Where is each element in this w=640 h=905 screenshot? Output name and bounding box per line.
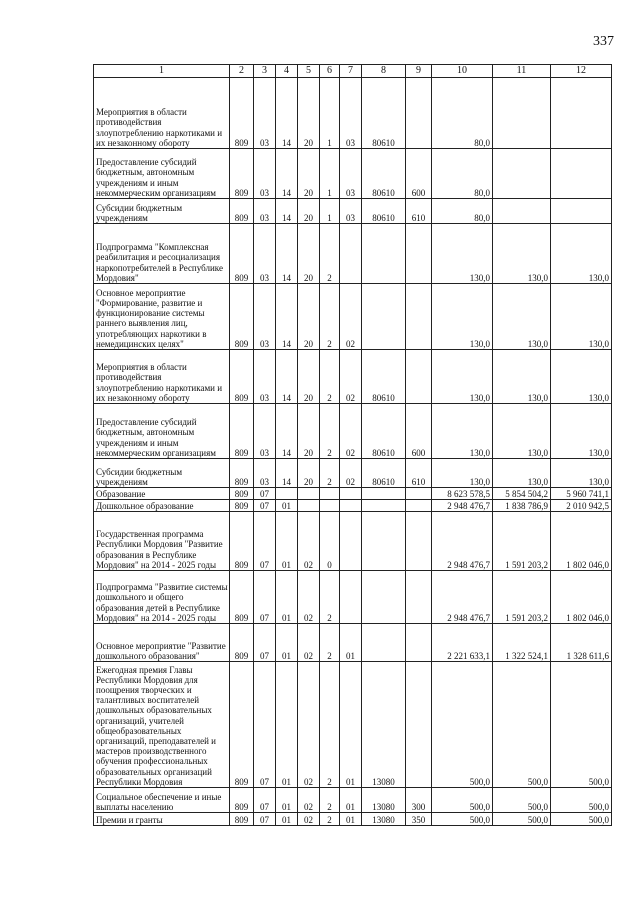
code-cell: 03 bbox=[254, 459, 276, 488]
amount-cell: 1 322 524,1 bbox=[493, 624, 551, 662]
code-cell bbox=[406, 488, 432, 500]
code-cell: 809 bbox=[230, 224, 254, 284]
code-cell bbox=[362, 571, 406, 624]
amount-cell: 1 591 203,2 bbox=[493, 512, 551, 571]
code-cell: 809 bbox=[230, 459, 254, 488]
code-cell: 2 bbox=[320, 404, 340, 459]
code-cell: 03 bbox=[254, 404, 276, 459]
code-cell: 07 bbox=[254, 571, 276, 624]
code-cell: 07 bbox=[254, 624, 276, 662]
code-cell bbox=[340, 500, 362, 512]
amount-cell: 2 221 633,1 bbox=[432, 624, 493, 662]
amount-cell bbox=[493, 149, 551, 199]
code-cell: 809 bbox=[230, 571, 254, 624]
row-name: Предоставление субсидий бюджетным, автономным учреждениям и иным некоммерческим организациям bbox=[94, 149, 230, 199]
code-cell: 2 bbox=[320, 788, 340, 813]
code-cell: 2 bbox=[320, 284, 340, 350]
amount-cell: 130,0 bbox=[432, 224, 493, 284]
table-row bbox=[94, 224, 612, 284]
code-cell: 03 bbox=[340, 199, 362, 224]
code-cell: 02 bbox=[340, 284, 362, 350]
amount-cell: 130,0 bbox=[493, 350, 551, 404]
code-cell: 01 bbox=[340, 788, 362, 813]
amount-cell: 1 802 046,0 bbox=[551, 512, 612, 571]
code-cell: 20 bbox=[298, 149, 320, 199]
code-cell: 02 bbox=[298, 571, 320, 624]
code-cell: 01 bbox=[276, 662, 298, 788]
code-cell bbox=[406, 350, 432, 404]
code-cell: 809 bbox=[230, 404, 254, 459]
code-cell bbox=[362, 284, 406, 350]
code-cell bbox=[298, 500, 320, 512]
code-cell: 01 bbox=[276, 788, 298, 813]
table-row bbox=[94, 459, 612, 488]
amount-cell: 500,0 bbox=[432, 662, 493, 788]
amount-cell: 1 591 203,2 bbox=[493, 571, 551, 624]
column-header-2: 2 bbox=[230, 65, 254, 78]
code-cell: 2 bbox=[320, 459, 340, 488]
amount-cell: 130,0 bbox=[432, 404, 493, 459]
code-cell: 03 bbox=[340, 78, 362, 149]
amount-cell: 2 948 476,7 bbox=[432, 571, 493, 624]
code-cell: 2 bbox=[320, 224, 340, 284]
code-cell: 809 bbox=[230, 149, 254, 199]
row-name: Субсидии бюджетным учреждениям bbox=[94, 199, 230, 224]
row-name: Подпрограмма "Развитие системы дошкольного и общего образования детей в Республике Мордовия" на 2014 - 2025 годы bbox=[94, 571, 230, 624]
amount-cell: 5 960 741,1 bbox=[551, 488, 612, 500]
code-cell: 14 bbox=[276, 350, 298, 404]
code-cell: 20 bbox=[298, 224, 320, 284]
row-name: Основное мероприятие "Формирование, развитие и функционирование системы раннего выявления лиц, употребляющих наркотики в немедицинских целях" bbox=[94, 284, 230, 350]
amount-cell: 1 838 786,9 bbox=[493, 500, 551, 512]
amount-cell: 5 854 504,2 bbox=[493, 488, 551, 500]
table-row bbox=[94, 788, 612, 813]
code-cell: 610 bbox=[406, 199, 432, 224]
code-cell: 350 bbox=[406, 813, 432, 826]
code-cell: 80610 bbox=[362, 350, 406, 404]
column-header-11: 11 bbox=[493, 65, 551, 78]
code-cell: 13080 bbox=[362, 788, 406, 813]
amount-cell: 80,0 bbox=[432, 199, 493, 224]
code-cell: 02 bbox=[340, 404, 362, 459]
amount-cell: 130,0 bbox=[493, 284, 551, 350]
code-cell: 07 bbox=[254, 813, 276, 826]
code-cell: 01 bbox=[276, 624, 298, 662]
code-cell bbox=[340, 571, 362, 624]
amount-cell: 80,0 bbox=[432, 149, 493, 199]
amount-cell: 1 802 046,0 bbox=[551, 571, 612, 624]
code-cell bbox=[362, 224, 406, 284]
code-cell: 14 bbox=[276, 284, 298, 350]
column-header-6: 6 bbox=[320, 65, 340, 78]
amount-cell bbox=[551, 199, 612, 224]
code-cell: 809 bbox=[230, 78, 254, 149]
code-cell bbox=[320, 488, 340, 500]
code-cell: 600 bbox=[406, 404, 432, 459]
row-name: Основное мероприятие "Развитие дошкольного образования" bbox=[94, 624, 230, 662]
code-cell: 02 bbox=[298, 813, 320, 826]
code-cell: 2 bbox=[320, 571, 340, 624]
page-number: 337 bbox=[593, 34, 614, 49]
code-cell: 2 bbox=[320, 350, 340, 404]
code-cell: 2 bbox=[320, 624, 340, 662]
amount-cell: 500,0 bbox=[551, 813, 612, 826]
code-cell: 01 bbox=[276, 512, 298, 571]
table-row bbox=[94, 284, 612, 350]
amount-cell: 2 010 942,5 bbox=[551, 500, 612, 512]
table-row bbox=[94, 78, 612, 149]
code-cell: 80610 bbox=[362, 199, 406, 224]
code-cell: 03 bbox=[254, 350, 276, 404]
code-cell: 809 bbox=[230, 813, 254, 826]
code-cell: 20 bbox=[298, 404, 320, 459]
budget-table bbox=[93, 64, 612, 826]
amount-cell: 2 948 476,7 bbox=[432, 512, 493, 571]
header-row bbox=[94, 65, 612, 78]
code-cell: 14 bbox=[276, 224, 298, 284]
amount-cell: 130,0 bbox=[551, 284, 612, 350]
code-cell: 610 bbox=[406, 459, 432, 488]
code-cell: 300 bbox=[406, 788, 432, 813]
code-cell bbox=[406, 662, 432, 788]
code-cell: 600 bbox=[406, 149, 432, 199]
code-cell: 809 bbox=[230, 512, 254, 571]
code-cell bbox=[362, 488, 406, 500]
code-cell: 07 bbox=[254, 488, 276, 500]
code-cell: 809 bbox=[230, 199, 254, 224]
code-cell bbox=[362, 624, 406, 662]
amount-cell: 8 623 578,5 bbox=[432, 488, 493, 500]
code-cell: 20 bbox=[298, 199, 320, 224]
code-cell: 03 bbox=[254, 199, 276, 224]
column-header-5: 5 bbox=[298, 65, 320, 78]
row-name: Образование bbox=[94, 488, 230, 500]
amount-cell: 2 948 476,7 bbox=[432, 500, 493, 512]
code-cell: 01 bbox=[276, 571, 298, 624]
column-header-1: 1 bbox=[94, 65, 230, 78]
code-cell: 02 bbox=[298, 624, 320, 662]
code-cell bbox=[340, 512, 362, 571]
code-cell: 14 bbox=[276, 459, 298, 488]
column-header-12: 12 bbox=[551, 65, 612, 78]
code-cell: 80610 bbox=[362, 404, 406, 459]
code-cell: 02 bbox=[298, 788, 320, 813]
amount-cell: 1 328 611,6 bbox=[551, 624, 612, 662]
amount-cell: 500,0 bbox=[493, 788, 551, 813]
code-cell: 80610 bbox=[362, 149, 406, 199]
code-cell: 13080 bbox=[362, 813, 406, 826]
code-cell: 07 bbox=[254, 662, 276, 788]
code-cell bbox=[362, 500, 406, 512]
code-cell: 20 bbox=[298, 350, 320, 404]
row-name: Предоставление субсидий бюджетным, автономным учреждениям и иным некоммерческим организациям bbox=[94, 404, 230, 459]
code-cell bbox=[406, 624, 432, 662]
column-header-10: 10 bbox=[432, 65, 493, 78]
code-cell: 03 bbox=[340, 149, 362, 199]
code-cell: 01 bbox=[276, 813, 298, 826]
code-cell bbox=[320, 500, 340, 512]
code-cell: 809 bbox=[230, 662, 254, 788]
table-row bbox=[94, 813, 612, 826]
code-cell: 2 bbox=[320, 813, 340, 826]
code-cell bbox=[406, 512, 432, 571]
amount-cell: 130,0 bbox=[493, 404, 551, 459]
code-cell: 1 bbox=[320, 78, 340, 149]
column-header-4: 4 bbox=[276, 65, 298, 78]
code-cell: 03 bbox=[254, 224, 276, 284]
code-cell: 809 bbox=[230, 624, 254, 662]
code-cell bbox=[276, 488, 298, 500]
amount-cell: 80,0 bbox=[432, 78, 493, 149]
amount-cell: 500,0 bbox=[551, 788, 612, 813]
row-name: Дошкольное образование bbox=[94, 500, 230, 512]
table-row bbox=[94, 488, 612, 500]
amount-cell: 500,0 bbox=[493, 662, 551, 788]
code-cell: 03 bbox=[254, 149, 276, 199]
table-row bbox=[94, 350, 612, 404]
code-cell: 01 bbox=[340, 662, 362, 788]
code-cell: 13080 bbox=[362, 662, 406, 788]
column-header-8: 8 bbox=[362, 65, 406, 78]
amount-cell: 130,0 bbox=[493, 224, 551, 284]
code-cell bbox=[406, 284, 432, 350]
code-cell: 02 bbox=[340, 350, 362, 404]
code-cell bbox=[406, 224, 432, 284]
row-name: Субсидии бюджетным учреждениям bbox=[94, 459, 230, 488]
code-cell: 14 bbox=[276, 78, 298, 149]
amount-cell bbox=[551, 149, 612, 199]
code-cell: 80610 bbox=[362, 78, 406, 149]
amount-cell: 130,0 bbox=[432, 284, 493, 350]
amount-cell: 500,0 bbox=[493, 813, 551, 826]
row-name: Мероприятия в области противодействия злоупотреблению наркотиками и их незаконному обороту bbox=[94, 350, 230, 404]
amount-cell: 500,0 bbox=[432, 813, 493, 826]
code-cell: 02 bbox=[298, 662, 320, 788]
amount-cell: 130,0 bbox=[551, 350, 612, 404]
code-cell: 07 bbox=[254, 788, 276, 813]
amount-cell: 500,0 bbox=[432, 788, 493, 813]
amount-cell: 130,0 bbox=[432, 459, 493, 488]
column-header-9: 9 bbox=[406, 65, 432, 78]
code-cell: 14 bbox=[276, 149, 298, 199]
code-cell: 02 bbox=[340, 459, 362, 488]
amount-cell bbox=[493, 199, 551, 224]
row-name: Ежегодная премия Главы Республики Мордовия для поощрения творческих и талантливых воспитателей дошкольных образовательных организаций, учителей общеобразовательных организаций, преподавателей и мастеров производственного обучения профессиональных образовательных организаций Республики Мордовия bbox=[94, 662, 230, 788]
code-cell: 2 bbox=[320, 662, 340, 788]
code-cell: 1 bbox=[320, 199, 340, 224]
code-cell: 809 bbox=[230, 788, 254, 813]
amount-cell: 130,0 bbox=[551, 224, 612, 284]
code-cell: 14 bbox=[276, 199, 298, 224]
table-row bbox=[94, 624, 612, 662]
code-cell: 20 bbox=[298, 78, 320, 149]
code-cell bbox=[298, 488, 320, 500]
table-row bbox=[94, 199, 612, 224]
row-name: Социальное обеспечение и иные выплаты населению bbox=[94, 788, 230, 813]
code-cell: 809 bbox=[230, 488, 254, 500]
code-cell bbox=[406, 571, 432, 624]
amount-cell: 130,0 bbox=[432, 350, 493, 404]
row-name: Подпрограмма "Комплексная реабилитация и ресоциализация наркопотребителей в Республике Мордовия" bbox=[94, 224, 230, 284]
amount-cell: 500,0 bbox=[551, 662, 612, 788]
table-row bbox=[94, 571, 612, 624]
code-cell: 809 bbox=[230, 500, 254, 512]
code-cell: 07 bbox=[254, 512, 276, 571]
amount-cell bbox=[493, 78, 551, 149]
code-cell: 07 bbox=[254, 500, 276, 512]
code-cell: 01 bbox=[276, 500, 298, 512]
table-row bbox=[94, 404, 612, 459]
row-name: Премии и гранты bbox=[94, 813, 230, 826]
table-row bbox=[94, 149, 612, 199]
table-row bbox=[94, 512, 612, 571]
table-row bbox=[94, 662, 612, 788]
amount-cell bbox=[551, 78, 612, 149]
code-cell bbox=[340, 488, 362, 500]
code-cell bbox=[340, 224, 362, 284]
row-name: Государственная программа Республики Мордовия "Развитие образования в Республике Мордовия" на 2014 - 2025 годы bbox=[94, 512, 230, 571]
code-cell: 03 bbox=[254, 284, 276, 350]
code-cell: 20 bbox=[298, 459, 320, 488]
amount-cell: 130,0 bbox=[551, 404, 612, 459]
column-header-3: 3 bbox=[254, 65, 276, 78]
code-cell bbox=[406, 78, 432, 149]
code-cell: 80610 bbox=[362, 459, 406, 488]
code-cell: 809 bbox=[230, 284, 254, 350]
table-row bbox=[94, 500, 612, 512]
code-cell: 02 bbox=[298, 512, 320, 571]
code-cell: 809 bbox=[230, 350, 254, 404]
code-cell bbox=[362, 512, 406, 571]
code-cell: 0 bbox=[320, 512, 340, 571]
column-header-7: 7 bbox=[340, 65, 362, 78]
row-name: Мероприятия в области противодействия злоупотреблению наркотиками и их незаконному обороту bbox=[94, 78, 230, 149]
code-cell: 20 bbox=[298, 284, 320, 350]
code-cell: 01 bbox=[340, 813, 362, 826]
amount-cell: 130,0 bbox=[551, 459, 612, 488]
code-cell: 03 bbox=[254, 78, 276, 149]
code-cell: 1 bbox=[320, 149, 340, 199]
amount-cell: 130,0 bbox=[493, 459, 551, 488]
code-cell: 01 bbox=[340, 624, 362, 662]
code-cell: 14 bbox=[276, 404, 298, 459]
code-cell bbox=[406, 500, 432, 512]
